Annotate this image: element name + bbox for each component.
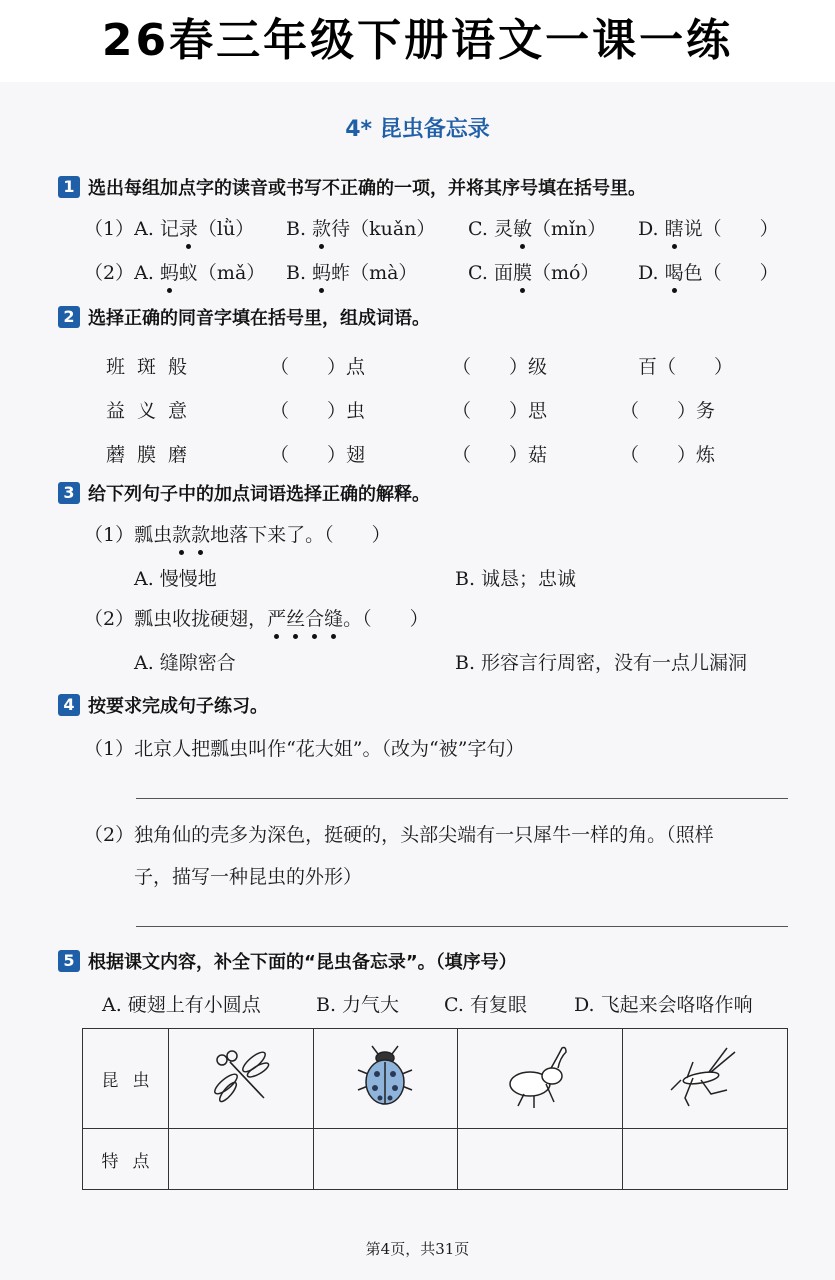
question-3-prompt: 给下列句子中的加点词语选择正确的解释。: [88, 484, 430, 505]
question-3-heading: [58, 480, 430, 506]
dotted-char: 丝: [286, 604, 305, 631]
feature-answer-cell[interactable]: [623, 1129, 788, 1190]
dotted-char: 严: [267, 604, 286, 631]
q3-s1-option-a: A. 慢慢地: [134, 568, 217, 590]
q1-row-2: （2）A. 蚂蚁（mǎ）: [84, 258, 265, 285]
row-header-feature: 特点: [83, 1129, 169, 1190]
question-1-number: 1: [58, 176, 80, 198]
dotted-char: 瞎: [665, 214, 684, 241]
question-2-prompt: 选择正确的同音字填在括号里，组成词语。: [88, 308, 430, 329]
question-4-prompt: 按要求完成句子练习。: [88, 696, 268, 717]
dotted-char: 合: [305, 604, 324, 631]
q5-option-a: A. 硬翅上有小圆点: [102, 994, 261, 1016]
insect-cell: [313, 1029, 458, 1129]
q3-s2-option-b: B. 形容言行周密，没有一点儿漏洞: [455, 652, 748, 674]
dotted-char: 蚂: [312, 258, 331, 285]
feature-answer-cell[interactable]: [169, 1129, 314, 1190]
q2-blank: （ ）虫: [270, 400, 366, 422]
insect-cell: [169, 1029, 314, 1129]
q5-option-c: C. 有复眼: [444, 994, 527, 1016]
dotted-char: 蚂: [160, 258, 179, 285]
document-banner-title: 26春三年级下册语文一课一练: [101, 15, 734, 66]
dotted-char: 敏: [513, 214, 532, 241]
feature-answer-cell[interactable]: [458, 1129, 623, 1190]
dragonfly-icon: [206, 1042, 276, 1112]
question-1-heading: [58, 174, 646, 200]
question-2-heading: [58, 304, 430, 330]
question-1-prompt: 选出每组加点字的读音或书写不正确的一项，并将其序号填在括号里。: [88, 178, 646, 199]
q2-blank: （ ）务: [620, 400, 716, 422]
answer-line[interactable]: [136, 926, 788, 927]
page-footer: 第4页，共31页: [365, 1240, 470, 1258]
insect-cell: [458, 1029, 623, 1129]
answer-line[interactable]: [136, 798, 788, 799]
q1-row-1-option-d: D. 瞎说（ ）: [638, 214, 779, 241]
question-3-number: 3: [58, 482, 80, 504]
q5-option-b: B. 力气大: [316, 994, 400, 1016]
question-5-number: 5: [58, 950, 80, 972]
q2-blank: （ ）菇: [452, 444, 548, 466]
dotted-char: 喝: [665, 258, 684, 285]
q3-s2-option-a: A. 缝隙密合: [134, 652, 236, 674]
q1-row-2-option-c: C. 面膜（mó）: [468, 258, 599, 285]
question-5-heading: [58, 948, 517, 974]
dotted-char: 录: [179, 214, 198, 241]
q2-blank: （ ）炼: [620, 444, 716, 466]
q2-blank: （ ）级: [452, 356, 548, 378]
dotted-char: 膜: [513, 258, 532, 285]
insect-cell: [623, 1029, 788, 1129]
feature-answer-cell[interactable]: [313, 1129, 458, 1190]
q1-row-1-option-b: B. 款待（kuǎn）: [286, 214, 435, 241]
q4-item-2-line-1: （2）独角仙的壳多为深色，挺硬的，头部尖端有一只犀牛一样的角。（照样: [84, 824, 714, 846]
q2-word-group: 益义意: [106, 400, 200, 422]
dotted-char: 款: [191, 520, 210, 547]
dotted-char: 缝: [324, 604, 343, 631]
ladybug-icon: [350, 1042, 420, 1112]
dotted-char: 款: [172, 520, 191, 547]
insect-memo-table: [82, 1028, 788, 1190]
lesson-title: 4* 昆虫备忘录: [345, 117, 490, 142]
question-5-prompt: 根据课文内容，补全下面的“昆虫备忘录”。（填序号）: [88, 952, 517, 973]
rhinoceros-beetle-icon: [500, 1042, 580, 1112]
q5-option-d: D. 飞起来会咯咯作响: [574, 994, 753, 1016]
q4-item-2-line-2: 子，描写一种昆虫的外形）: [134, 866, 363, 888]
q2-blank: （ ）翅: [270, 444, 366, 466]
q1-row-2-option-d: D. 喝色（ ）: [638, 258, 779, 285]
question-2-number: 2: [58, 306, 80, 328]
worksheet-page: [0, 82, 835, 1280]
q2-word-group: 蘑膜磨: [106, 444, 200, 466]
grasshopper-icon: [665, 1042, 745, 1112]
q1-row-2-option-b: B. 蚂蚱（mà）: [286, 258, 417, 285]
q2-word-group: 班斑般: [106, 356, 200, 378]
q1-row-1: （1）A. 记录（lǜ）: [84, 214, 254, 241]
question-4-number: 4: [58, 694, 80, 716]
q2-blank: 百（ ）: [638, 356, 734, 378]
q2-blank: （ ）思: [452, 400, 548, 422]
q2-blank: （ ）点: [270, 356, 366, 378]
q4-item-1: （1）北京人把瓢虫叫作“花大姐”。（改为“被”字句）: [84, 738, 525, 760]
dotted-char: 款: [312, 214, 331, 241]
q3-s1-option-b: B. 诚恳；忠诚: [455, 568, 577, 590]
q1-row-1-option-c: C. 灵敏（mǐn）: [468, 214, 606, 241]
q3-sentence-2: （2）瓢虫收拢硬翅，严丝合缝。（ ）: [84, 604, 429, 631]
q3-sentence-1: （1）瓢虫款款地落下来了。（ ）: [84, 520, 391, 547]
row-header-insect: 昆虫: [83, 1029, 169, 1129]
question-4-heading: [58, 692, 268, 718]
